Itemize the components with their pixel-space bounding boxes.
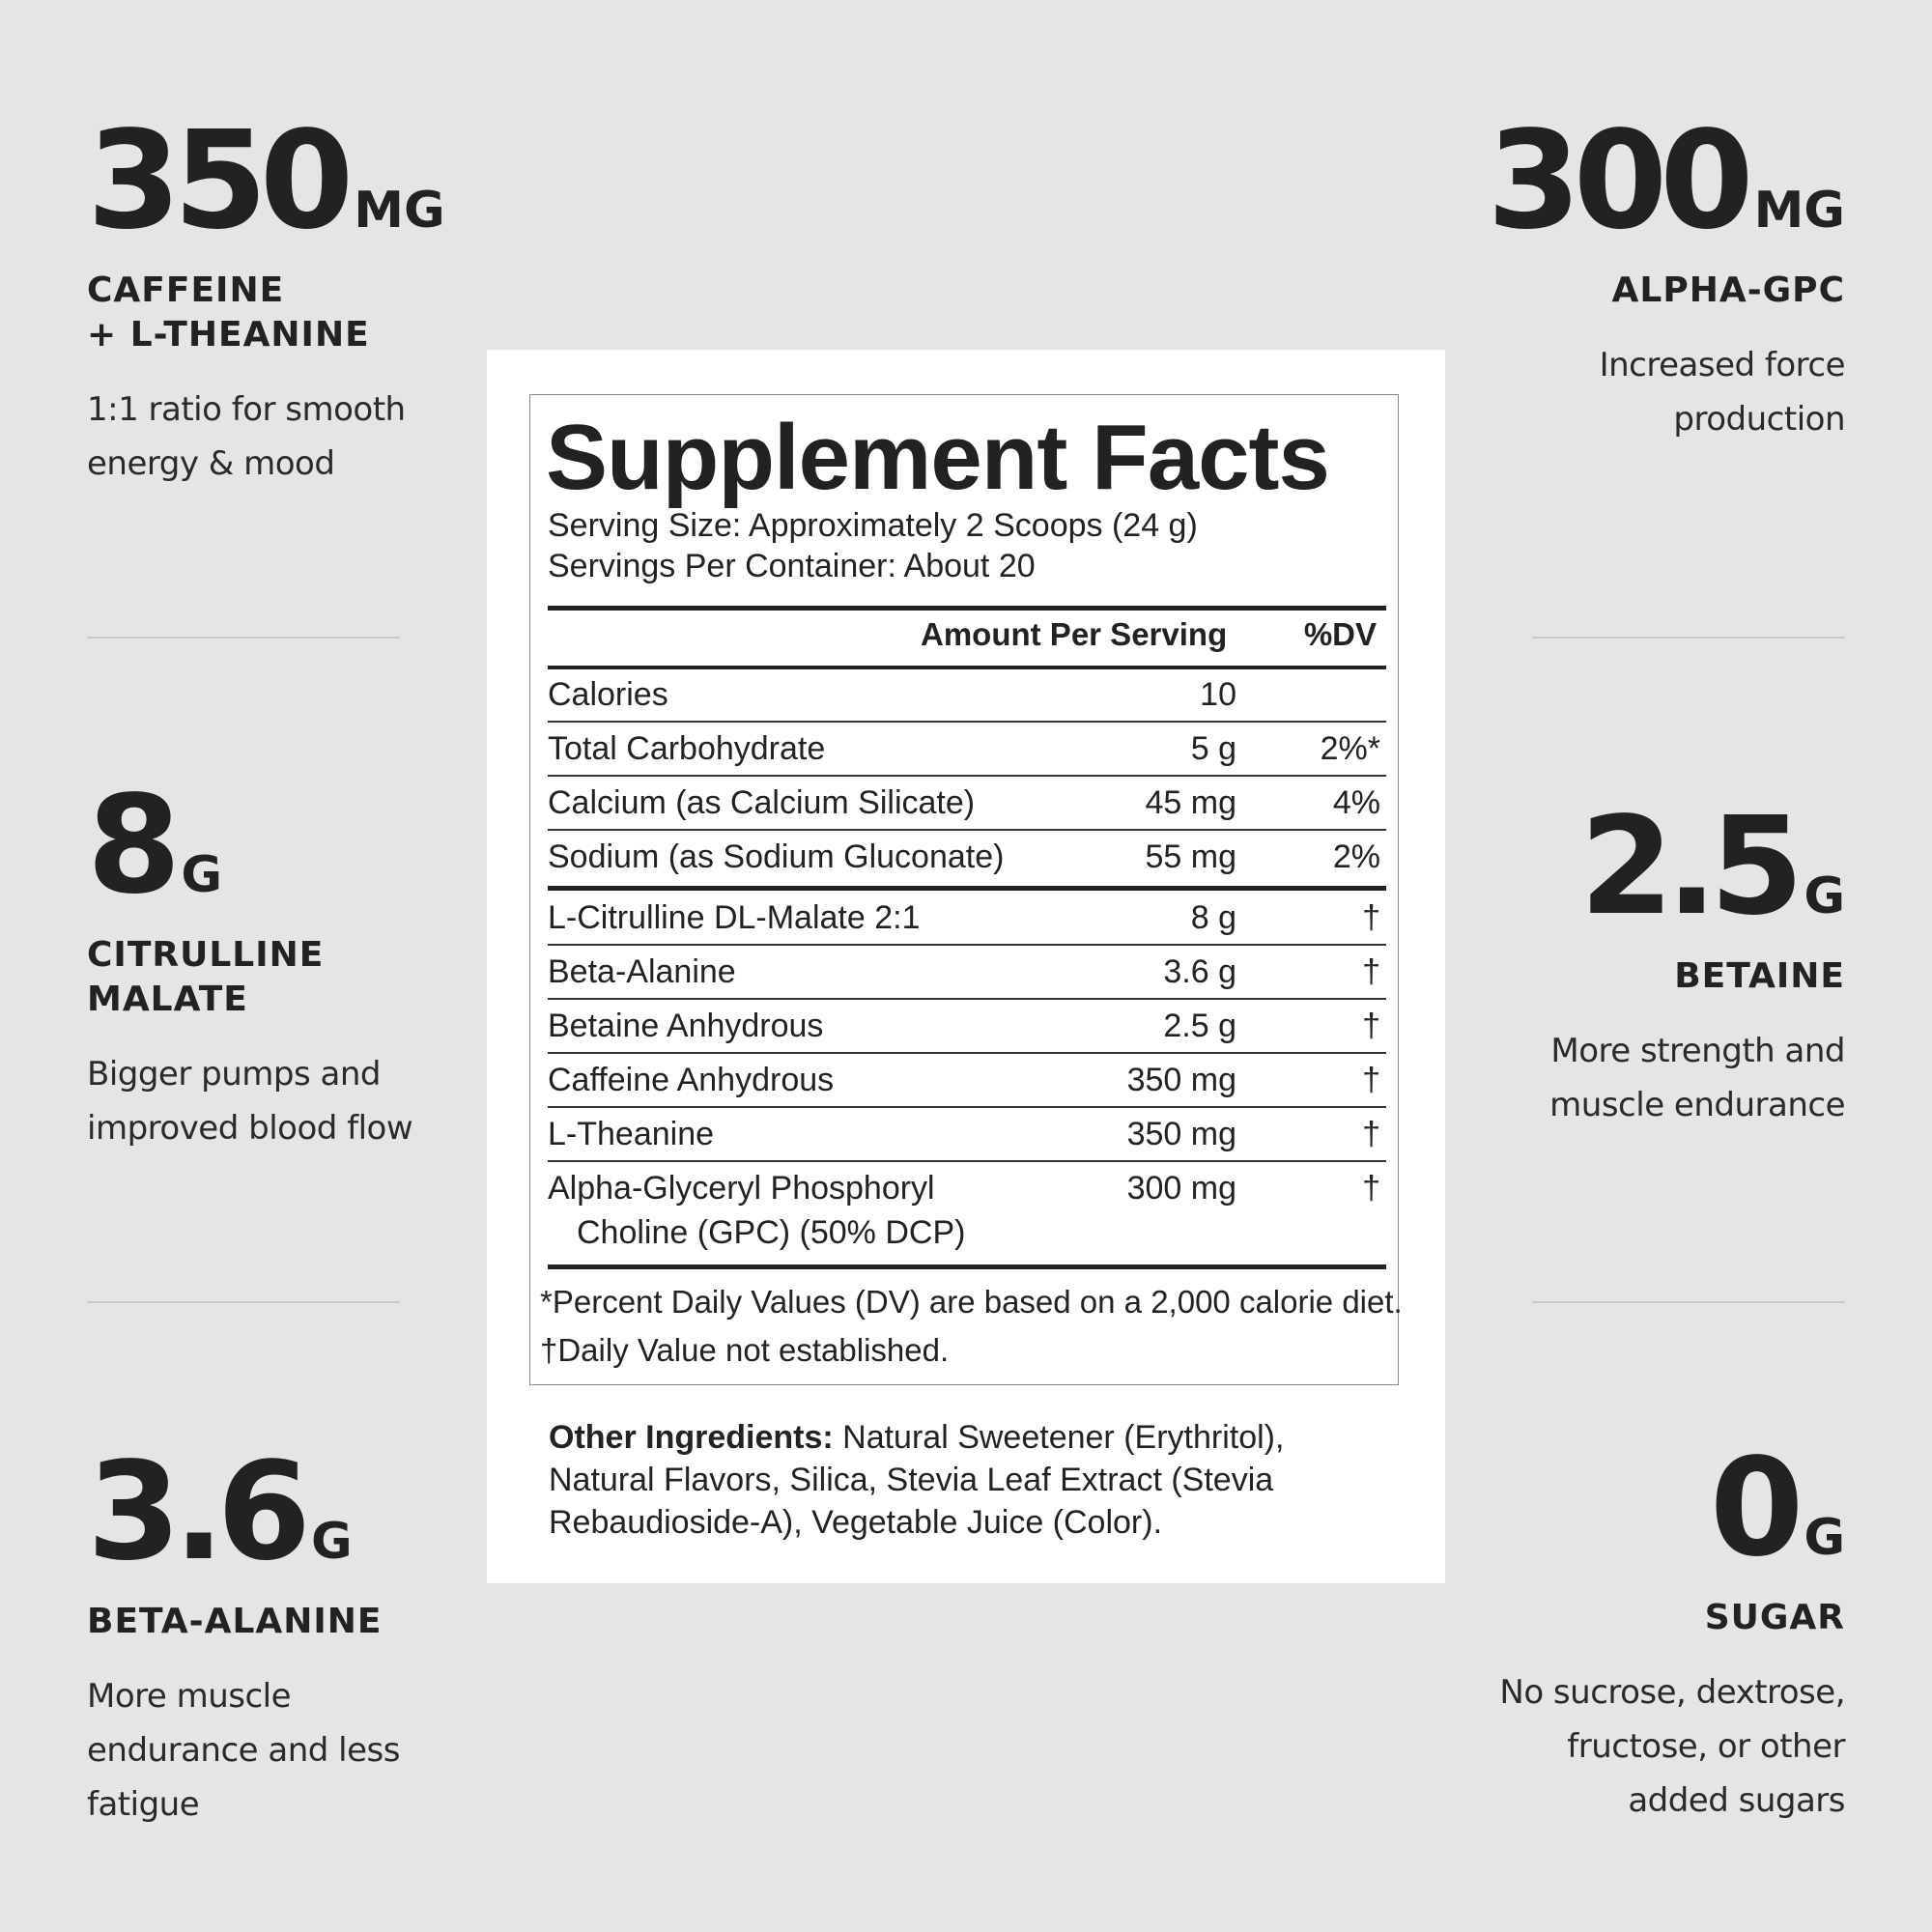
stat-number: 3.6	[87, 1434, 304, 1591]
row-rule	[548, 998, 1386, 1000]
stat-value	[1439, 102, 1845, 260]
thick-rule	[548, 1264, 1386, 1269]
stat-number: 2.5	[1579, 788, 1797, 946]
nutrient-amount: 45 mg	[1145, 784, 1236, 821]
row-rule	[548, 944, 1386, 946]
ingredient-name-line2: Choline (GPC) (50% DCP)	[577, 1214, 966, 1251]
stat-number: 350	[87, 102, 347, 260]
footnote-dv: *Percent Daily Values (DV) are based on a 2,000 calorie diet.	[540, 1284, 1403, 1320]
stat-description: Increased force production	[1599, 346, 1845, 439]
stat-description: More strength and muscle endurance	[1549, 1032, 1845, 1124]
stat-description: More muscle endurance and less fatigue	[87, 1677, 400, 1824]
ingredient-amount: 3.6 g	[1163, 953, 1236, 990]
nutrient-amount: 55 mg	[1145, 838, 1236, 875]
thick-rule	[548, 606, 1386, 611]
ingredient-amount: 350 mg	[1126, 1062, 1236, 1098]
header-amount: Amount Per Serving	[921, 616, 1228, 652]
stat-label: CITRULLINE MALATE	[87, 935, 325, 1019]
nutrient-dv: 4%	[1332, 784, 1380, 821]
ingredient-dv: †	[1362, 953, 1380, 990]
ingredient-dv: †	[1362, 1170, 1380, 1207]
stat-number: 0	[1709, 1430, 1797, 1587]
serving-size: Serving Size: Approximately 2 Scoops (24 g)	[548, 507, 1198, 544]
servings-per-container: Servings Per Container: About 20	[548, 548, 1036, 584]
nutrient-amount: 10	[1200, 676, 1236, 713]
divider	[87, 637, 400, 639]
table-row	[548, 1170, 1386, 1263]
nutrient-amount: 5 g	[1190, 730, 1236, 767]
nutrient-name: Calcium (as Calcium Silicate)	[548, 784, 976, 821]
nutrient-dv: 2%*	[1320, 730, 1380, 767]
nutrient-name: Calories	[548, 676, 668, 713]
stat-value	[1439, 1430, 1845, 1587]
stat-label: BETA-ALANINE	[87, 1602, 383, 1641]
thick-rule	[548, 666, 1386, 669]
stat-number: 8	[87, 767, 174, 924]
stat-label: CAFFEINE + L-THEANINE	[87, 270, 370, 355]
stat-betaine	[1439, 788, 1845, 1132]
nutrient-name: Total Carbohydrate	[548, 730, 826, 767]
ingredient-amount: 2.5 g	[1163, 1008, 1236, 1044]
stat-unit: G	[1804, 1509, 1845, 1567]
row-rule	[548, 1160, 1386, 1162]
stat-label: BETAINE	[1674, 956, 1845, 996]
stat-description: 1:1 ratio for smooth energy & mood	[87, 390, 406, 483]
stat-unit: G	[1804, 867, 1845, 925]
supplement-facts-label	[529, 394, 1403, 1385]
facts-title: Supplement Facts	[546, 406, 1329, 509]
divider	[1532, 1301, 1845, 1303]
stat-value	[87, 767, 493, 924]
ingredient-name: L-Citrulline DL-Malate 2:1	[548, 899, 921, 936]
divider	[1532, 637, 1845, 639]
row-rule	[548, 721, 1386, 723]
ingredient-amount: 300 mg	[1126, 1170, 1236, 1207]
stat-sugar	[1439, 1430, 1845, 1828]
stat-number: 300	[1487, 102, 1747, 260]
row-rule	[548, 775, 1386, 777]
stat-label: ALPHA-GPC	[1611, 270, 1845, 310]
ingredient-amount: 8 g	[1190, 899, 1236, 936]
header-dv: %DV	[1303, 616, 1377, 652]
stat-value	[87, 1434, 493, 1591]
ingredient-name: Beta-Alanine	[548, 953, 736, 990]
row-rule	[548, 829, 1386, 831]
stat-value	[87, 102, 493, 260]
ingredient-name: L-Theanine	[548, 1116, 715, 1152]
other-ingredients	[549, 1416, 1399, 1544]
thick-rule	[548, 886, 1386, 891]
divider	[87, 1301, 400, 1303]
row-rule	[548, 1106, 1386, 1108]
stat-description: No sucrose, dextrose, fructose, or other added sugars	[1499, 1673, 1845, 1820]
stat-caffeine	[87, 102, 493, 491]
footnote-dagger: †Daily Value not established.	[540, 1332, 950, 1368]
ingredient-dv: †	[1362, 1116, 1380, 1152]
stat-unit: G	[311, 1513, 353, 1571]
stat-value	[1439, 788, 1845, 946]
nutrient-name: Sodium (as Sodium Gluconate)	[548, 838, 1005, 875]
ingredient-name: Alpha-Glyceryl Phosphoryl	[548, 1170, 935, 1207]
stat-alpha-gpc	[1439, 102, 1845, 446]
ingredient-name: Caffeine Anhydrous	[548, 1062, 835, 1098]
ingredient-dv: †	[1362, 1008, 1380, 1044]
nutrient-dv: 2%	[1332, 838, 1380, 875]
ingredient-amount: 350 mg	[1126, 1116, 1236, 1152]
stat-description: Bigger pumps and improved blood flow	[87, 1055, 413, 1148]
stat-unit: G	[181, 846, 223, 904]
ingredient-name: Betaine Anhydrous	[548, 1008, 824, 1044]
stat-beta-alanine	[87, 1434, 493, 1832]
supplement-facts-panel	[487, 350, 1445, 1583]
stat-unit: MG	[1753, 182, 1845, 240]
ingredient-dv: †	[1362, 1062, 1380, 1098]
other-ingredients-text: Natural Sweetener (Erythritol), Natural Flavors, Silica, Stevia Leaf Extract (Stevia Rebaudioside-A), Vegetable Juice (Color).	[549, 1419, 1285, 1541]
other-ingredients-label: Other Ingredients:	[549, 1419, 834, 1456]
row-rule	[548, 1052, 1386, 1054]
stat-citrulline	[87, 767, 493, 1155]
stat-unit: MG	[354, 182, 445, 240]
ingredient-dv: †	[1362, 899, 1380, 936]
stat-label: SUGAR	[1704, 1598, 1845, 1637]
